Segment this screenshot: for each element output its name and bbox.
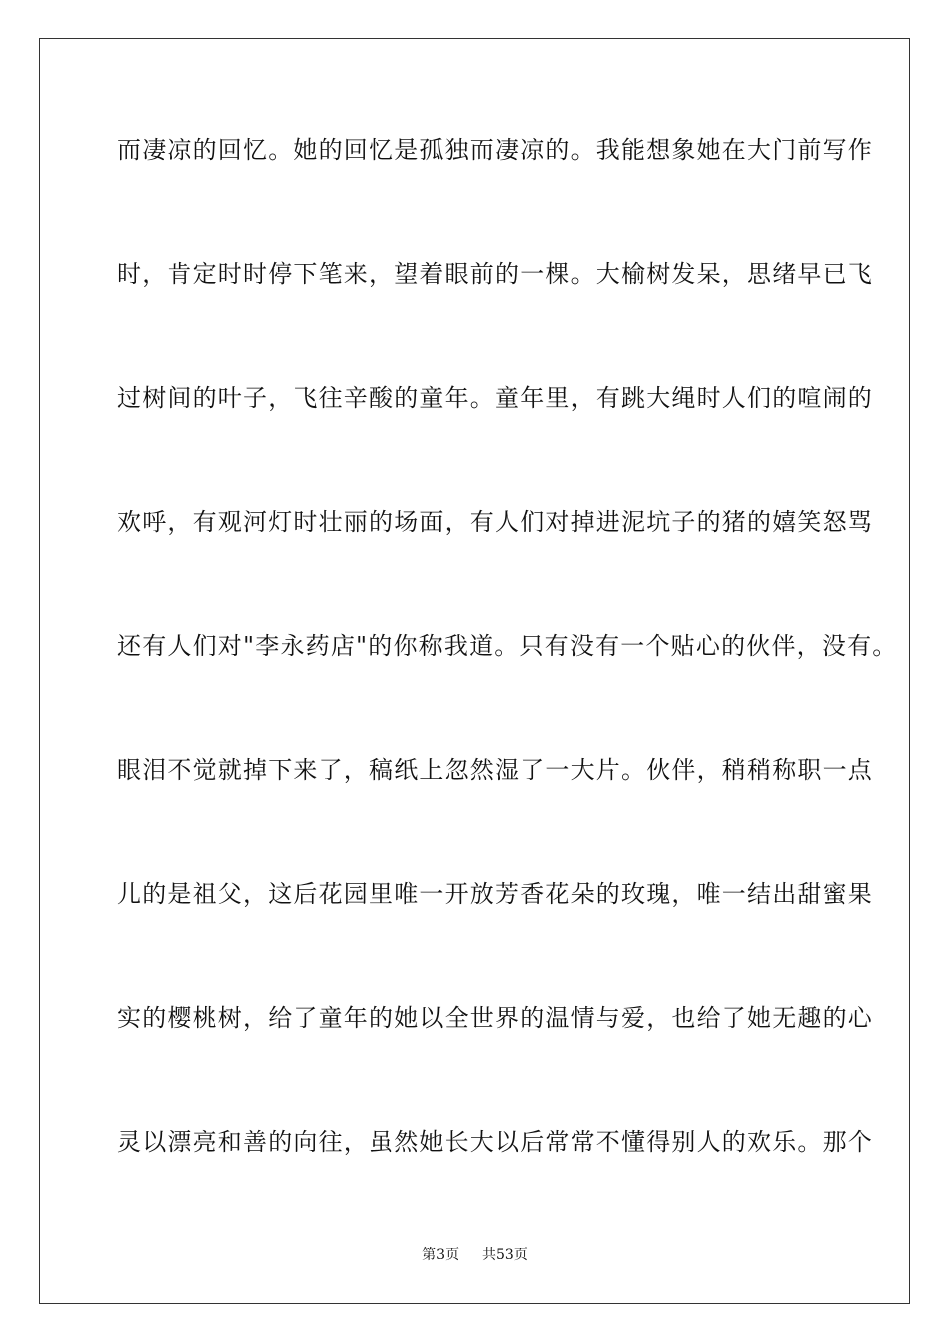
text-line: 时，肯定时时停下笔来，望着眼前的一棵。大榆树发呆，思绪早已飞 — [117, 260, 873, 288]
text-line: 还有人们对"李永药店"的你称我道。只有没有一个贴心的伙伴，没有。 — [117, 632, 898, 660]
text-line: 欢呼，有观河灯时壮丽的场面，有人们对掉进泥坑子的猪的嬉笑怒骂 — [117, 508, 873, 536]
page-footer — [0, 1246, 950, 1264]
page-number: 第3页 — [422, 1247, 460, 1263]
text-line: 灵以漂亮和善的向往，虽然她长大以后常常不懂得别人的欢乐。那个 — [117, 1128, 873, 1156]
text-line: 过树间的叶子，飞往辛酸的童年。童年里，有跳大绳时人们的喧闹的 — [117, 384, 873, 412]
text-line: 眼泪不觉就掉下来了，稿纸上忽然湿了一大片。伙伴，稍稍称职一点 — [117, 756, 873, 784]
page-total: 共53页 — [482, 1247, 528, 1263]
text-line: 儿的是祖父，这后花园里唯一开放芳香花朵的玫瑰，唯一结出甜蜜果 — [117, 880, 873, 908]
page-border — [39, 38, 910, 1304]
text-line: 实的樱桃树，给了童年的她以全世界的温情与爱，也给了她无趣的心 — [117, 1004, 873, 1032]
text-line: 而凄凉的回忆。她的回忆是孤独而凄凉的。我能想象她在大门前写作 — [117, 136, 873, 164]
